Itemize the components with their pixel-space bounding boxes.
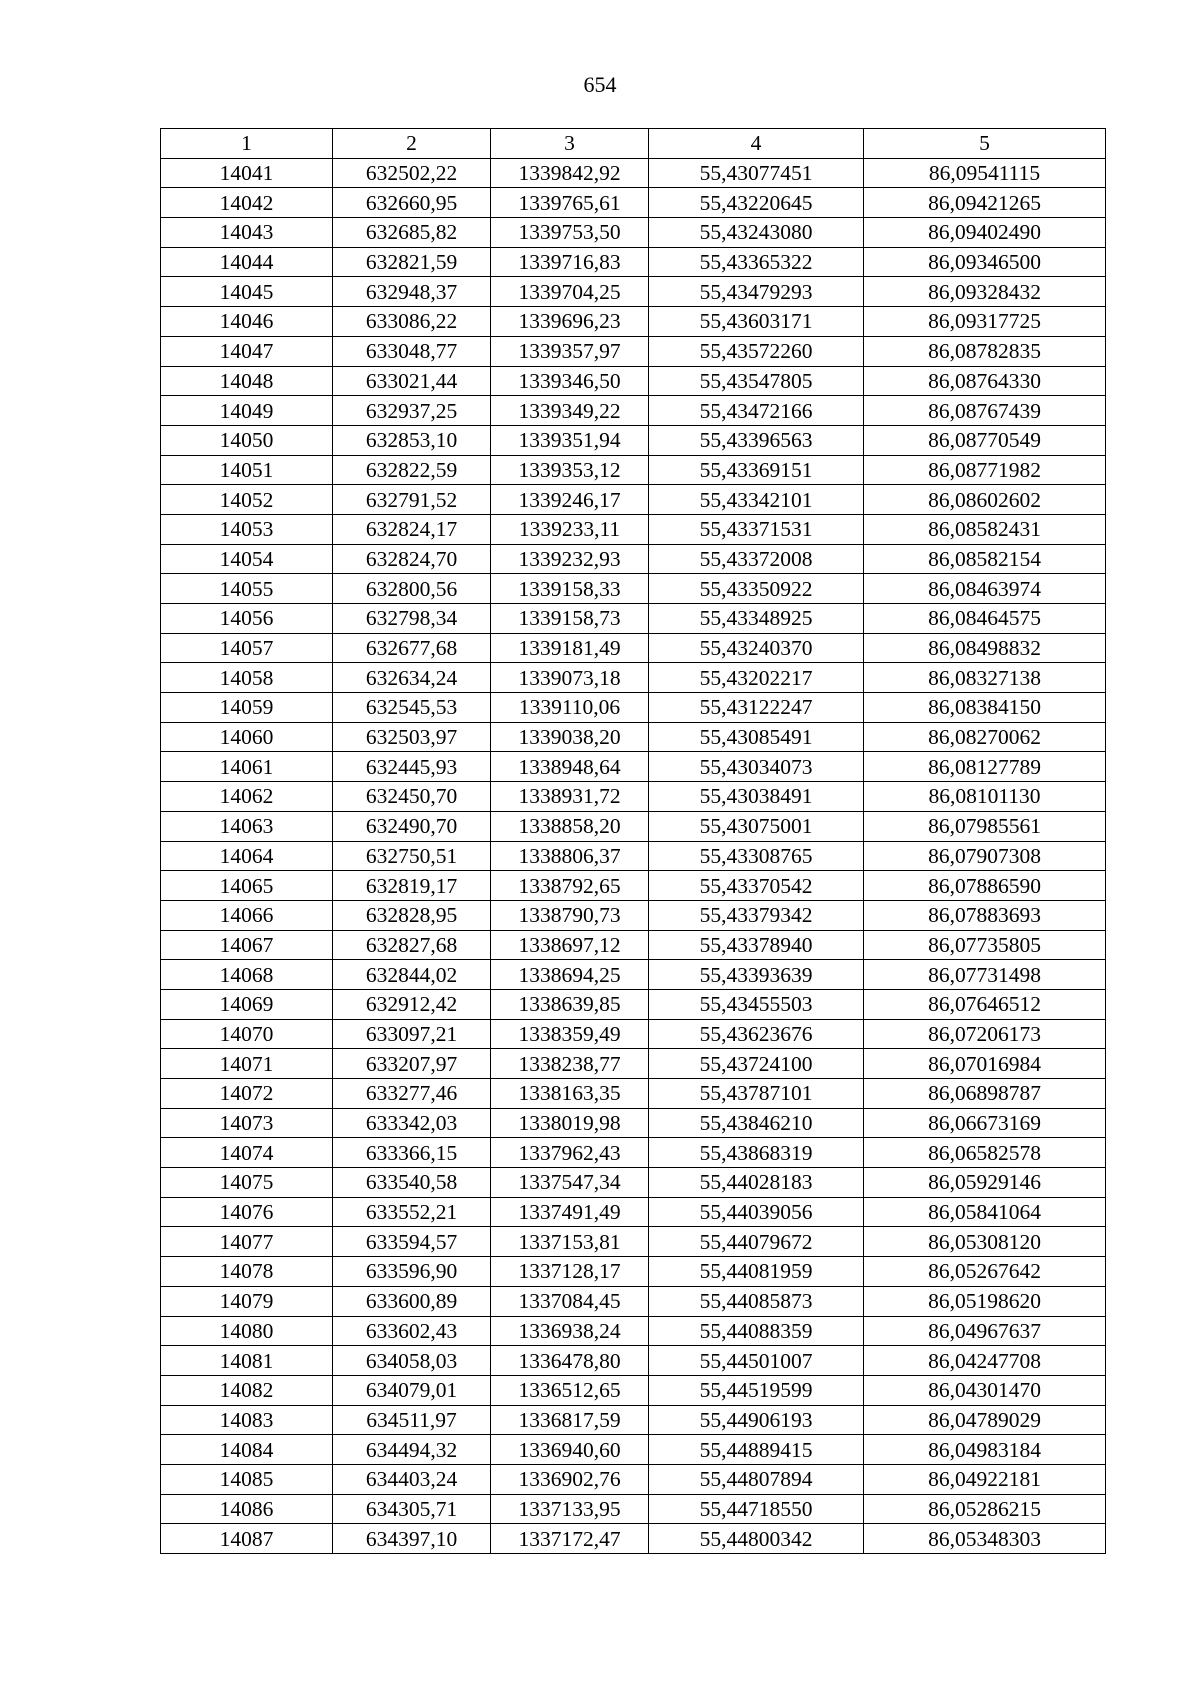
table-row	[161, 188, 1106, 218]
table-row	[161, 514, 1106, 544]
longitude-cell: 86,07985561	[864, 811, 1106, 841]
latitude-cell: 55,43202217	[649, 663, 864, 693]
point-number-cell: 14041	[161, 158, 333, 188]
x-coordinate-cell: 633207,97	[333, 1049, 491, 1079]
y-coordinate-cell: 1339246,17	[491, 485, 649, 515]
longitude-cell: 86,08782835	[864, 336, 1106, 366]
point-number-cell: 14077	[161, 1227, 333, 1257]
longitude-cell: 86,08764330	[864, 366, 1106, 396]
y-coordinate-cell: 1339353,12	[491, 455, 649, 485]
column-header-1: 1	[161, 129, 333, 159]
y-coordinate-cell: 1339073,18	[491, 663, 649, 693]
x-coordinate-cell: 632660,95	[333, 188, 491, 218]
x-coordinate-cell: 633097,21	[333, 1019, 491, 1049]
table-row	[161, 455, 1106, 485]
longitude-cell: 86,07016984	[864, 1049, 1106, 1079]
y-coordinate-cell: 1339038,20	[491, 722, 649, 752]
longitude-cell: 86,08327138	[864, 663, 1106, 693]
point-number-cell: 14081	[161, 1346, 333, 1376]
point-number-cell: 14068	[161, 960, 333, 990]
y-coordinate-cell: 1339753,50	[491, 218, 649, 248]
table-row	[161, 1464, 1106, 1494]
longitude-cell: 86,08602602	[864, 485, 1106, 515]
x-coordinate-cell: 632677,68	[333, 633, 491, 663]
x-coordinate-cell: 633342,03	[333, 1108, 491, 1138]
latitude-cell: 55,44079672	[649, 1227, 864, 1257]
x-coordinate-cell: 633600,89	[333, 1286, 491, 1316]
table-row	[161, 1494, 1106, 1524]
x-coordinate-cell: 633277,46	[333, 1079, 491, 1109]
table-body	[161, 158, 1106, 1553]
longitude-cell: 86,08384150	[864, 693, 1106, 723]
latitude-cell: 55,43240370	[649, 633, 864, 663]
point-number-cell: 14066	[161, 900, 333, 930]
x-coordinate-cell: 633021,44	[333, 366, 491, 396]
point-number-cell: 14058	[161, 663, 333, 693]
point-number-cell: 14076	[161, 1197, 333, 1227]
point-number-cell: 14060	[161, 722, 333, 752]
y-coordinate-cell: 1336940,60	[491, 1435, 649, 1465]
x-coordinate-cell: 632545,53	[333, 693, 491, 723]
table-row	[161, 1257, 1106, 1287]
point-number-cell: 14061	[161, 752, 333, 782]
point-number-cell: 14079	[161, 1286, 333, 1316]
latitude-cell: 55,43350922	[649, 574, 864, 604]
y-coordinate-cell: 1336817,59	[491, 1405, 649, 1435]
y-coordinate-cell: 1336512,65	[491, 1375, 649, 1405]
table-row	[161, 307, 1106, 337]
y-coordinate-cell: 1338639,85	[491, 989, 649, 1019]
point-number-cell: 14059	[161, 693, 333, 723]
longitude-cell: 86,06582578	[864, 1138, 1106, 1168]
point-number-cell: 14084	[161, 1435, 333, 1465]
point-number-cell: 14056	[161, 604, 333, 634]
point-number-cell: 14044	[161, 247, 333, 277]
point-number-cell: 14052	[161, 485, 333, 515]
latitude-cell: 55,43034073	[649, 752, 864, 782]
point-number-cell: 14074	[161, 1138, 333, 1168]
longitude-cell: 86,09346500	[864, 247, 1106, 277]
table-row	[161, 425, 1106, 455]
x-coordinate-cell: 633048,77	[333, 336, 491, 366]
point-number-cell: 14073	[161, 1108, 333, 1138]
column-header-3: 3	[491, 129, 649, 159]
longitude-cell: 86,08767439	[864, 396, 1106, 426]
point-number-cell: 14047	[161, 336, 333, 366]
x-coordinate-cell: 632502,22	[333, 158, 491, 188]
longitude-cell: 86,08498832	[864, 633, 1106, 663]
longitude-cell: 86,06898787	[864, 1079, 1106, 1109]
y-coordinate-cell: 1339696,23	[491, 307, 649, 337]
table-row	[161, 1316, 1106, 1346]
latitude-cell: 55,44088359	[649, 1316, 864, 1346]
table-row	[161, 1524, 1106, 1554]
longitude-cell: 86,07907308	[864, 841, 1106, 871]
table-row	[161, 247, 1106, 277]
y-coordinate-cell: 1338359,49	[491, 1019, 649, 1049]
x-coordinate-cell: 632822,59	[333, 455, 491, 485]
point-number-cell: 14054	[161, 544, 333, 574]
latitude-cell: 55,43365322	[649, 247, 864, 277]
point-number-cell: 14045	[161, 277, 333, 307]
table-row	[161, 1346, 1106, 1376]
latitude-cell: 55,43379342	[649, 900, 864, 930]
latitude-cell: 55,43308765	[649, 841, 864, 871]
y-coordinate-cell: 1339233,11	[491, 514, 649, 544]
x-coordinate-cell: 634305,71	[333, 1494, 491, 1524]
point-number-cell: 14042	[161, 188, 333, 218]
latitude-cell: 55,43724100	[649, 1049, 864, 1079]
latitude-cell: 55,44889415	[649, 1435, 864, 1465]
latitude-cell: 55,43455503	[649, 989, 864, 1019]
x-coordinate-cell: 634079,01	[333, 1375, 491, 1405]
y-coordinate-cell: 1339181,49	[491, 633, 649, 663]
y-coordinate-cell: 1339357,97	[491, 336, 649, 366]
latitude-cell: 55,43572260	[649, 336, 864, 366]
longitude-cell: 86,09541115	[864, 158, 1106, 188]
table-row	[161, 158, 1106, 188]
point-number-cell: 14048	[161, 366, 333, 396]
table-row	[161, 574, 1106, 604]
longitude-cell: 86,04967637	[864, 1316, 1106, 1346]
y-coordinate-cell: 1337491,49	[491, 1197, 649, 1227]
table-row	[161, 1108, 1106, 1138]
table-row	[161, 1197, 1106, 1227]
x-coordinate-cell: 633540,58	[333, 1168, 491, 1198]
longitude-cell: 86,07886590	[864, 871, 1106, 901]
latitude-cell: 55,44501007	[649, 1346, 864, 1376]
point-number-cell: 14070	[161, 1019, 333, 1049]
longitude-cell: 86,05198620	[864, 1286, 1106, 1316]
point-number-cell: 14083	[161, 1405, 333, 1435]
longitude-cell: 86,08770549	[864, 425, 1106, 455]
longitude-cell: 86,04301470	[864, 1375, 1106, 1405]
y-coordinate-cell: 1339232,93	[491, 544, 649, 574]
table-row	[161, 1227, 1106, 1257]
point-number-cell: 14049	[161, 396, 333, 426]
y-coordinate-cell: 1338238,77	[491, 1049, 649, 1079]
y-coordinate-cell: 1339158,73	[491, 604, 649, 634]
y-coordinate-cell: 1339842,92	[491, 158, 649, 188]
x-coordinate-cell: 632750,51	[333, 841, 491, 871]
y-coordinate-cell: 1338858,20	[491, 811, 649, 841]
longitude-cell: 86,05348303	[864, 1524, 1106, 1554]
x-coordinate-cell: 634511,97	[333, 1405, 491, 1435]
x-coordinate-cell: 633086,22	[333, 307, 491, 337]
x-coordinate-cell: 632450,70	[333, 782, 491, 812]
latitude-cell: 55,44081959	[649, 1257, 864, 1287]
latitude-cell: 55,43038491	[649, 782, 864, 812]
point-number-cell: 14051	[161, 455, 333, 485]
longitude-cell: 86,05841064	[864, 1197, 1106, 1227]
longitude-cell: 86,09328432	[864, 277, 1106, 307]
y-coordinate-cell: 1338790,73	[491, 900, 649, 930]
x-coordinate-cell: 632791,52	[333, 485, 491, 515]
point-number-cell: 14072	[161, 1079, 333, 1109]
latitude-cell: 55,43396563	[649, 425, 864, 455]
x-coordinate-cell: 632819,17	[333, 871, 491, 901]
longitude-cell: 86,08127789	[864, 752, 1106, 782]
latitude-cell: 55,44807894	[649, 1464, 864, 1494]
x-coordinate-cell: 632634,24	[333, 663, 491, 693]
latitude-cell: 55,43623676	[649, 1019, 864, 1049]
point-number-cell: 14075	[161, 1168, 333, 1198]
longitude-cell: 86,04983184	[864, 1435, 1106, 1465]
latitude-cell: 55,43085491	[649, 722, 864, 752]
latitude-cell: 55,43348925	[649, 604, 864, 634]
x-coordinate-cell: 633594,57	[333, 1227, 491, 1257]
x-coordinate-cell: 632685,82	[333, 218, 491, 248]
longitude-cell: 86,07735805	[864, 930, 1106, 960]
latitude-cell: 55,43370542	[649, 871, 864, 901]
column-header-2: 2	[333, 129, 491, 159]
longitude-cell: 86,05308120	[864, 1227, 1106, 1257]
coordinates-table	[160, 128, 1106, 1554]
y-coordinate-cell: 1338792,65	[491, 871, 649, 901]
latitude-cell: 55,43472166	[649, 396, 864, 426]
table-row	[161, 336, 1106, 366]
x-coordinate-cell: 632824,17	[333, 514, 491, 544]
latitude-cell: 55,43369151	[649, 455, 864, 485]
x-coordinate-cell: 633602,43	[333, 1316, 491, 1346]
latitude-cell: 55,43479293	[649, 277, 864, 307]
latitude-cell: 55,43603171	[649, 307, 864, 337]
y-coordinate-cell: 1339716,83	[491, 247, 649, 277]
table-row	[161, 752, 1106, 782]
y-coordinate-cell: 1338694,25	[491, 960, 649, 990]
y-coordinate-cell: 1339110,06	[491, 693, 649, 723]
x-coordinate-cell: 632844,02	[333, 960, 491, 990]
table-row	[161, 1019, 1106, 1049]
y-coordinate-cell: 1336478,80	[491, 1346, 649, 1376]
x-coordinate-cell: 632798,34	[333, 604, 491, 634]
longitude-cell: 86,08771982	[864, 455, 1106, 485]
point-number-cell: 14057	[161, 633, 333, 663]
y-coordinate-cell: 1339351,94	[491, 425, 649, 455]
y-coordinate-cell: 1336938,24	[491, 1316, 649, 1346]
y-coordinate-cell: 1336902,76	[491, 1464, 649, 1494]
x-coordinate-cell: 632827,68	[333, 930, 491, 960]
table-header	[161, 129, 1106, 159]
column-header-4: 4	[649, 129, 864, 159]
longitude-cell: 86,04789029	[864, 1405, 1106, 1435]
y-coordinate-cell: 1339349,22	[491, 396, 649, 426]
x-coordinate-cell: 632445,93	[333, 752, 491, 782]
longitude-cell: 86,08582154	[864, 544, 1106, 574]
table-row	[161, 811, 1106, 841]
y-coordinate-cell: 1337084,45	[491, 1286, 649, 1316]
latitude-cell: 55,44800342	[649, 1524, 864, 1554]
point-number-cell: 14067	[161, 930, 333, 960]
y-coordinate-cell: 1339158,33	[491, 574, 649, 604]
x-coordinate-cell: 633366,15	[333, 1138, 491, 1168]
longitude-cell: 86,07206173	[864, 1019, 1106, 1049]
longitude-cell: 86,05286215	[864, 1494, 1106, 1524]
latitude-cell: 55,43371531	[649, 514, 864, 544]
table-row	[161, 871, 1106, 901]
point-number-cell: 14087	[161, 1524, 333, 1554]
y-coordinate-cell: 1337962,43	[491, 1138, 649, 1168]
point-number-cell: 14082	[161, 1375, 333, 1405]
point-number-cell: 14069	[161, 989, 333, 1019]
table-row	[161, 1168, 1106, 1198]
longitude-cell: 86,08101130	[864, 782, 1106, 812]
longitude-cell: 86,05267642	[864, 1257, 1106, 1287]
y-coordinate-cell: 1338019,98	[491, 1108, 649, 1138]
latitude-cell: 55,43547805	[649, 366, 864, 396]
point-number-cell: 14050	[161, 425, 333, 455]
point-number-cell: 14064	[161, 841, 333, 871]
y-coordinate-cell: 1338163,35	[491, 1079, 649, 1109]
latitude-cell: 55,44718550	[649, 1494, 864, 1524]
table-row	[161, 396, 1106, 426]
latitude-cell: 55,44028183	[649, 1168, 864, 1198]
x-coordinate-cell: 632912,42	[333, 989, 491, 1019]
x-coordinate-cell: 633596,90	[333, 1257, 491, 1287]
x-coordinate-cell: 633552,21	[333, 1197, 491, 1227]
table-row	[161, 218, 1106, 248]
latitude-cell: 55,43378940	[649, 930, 864, 960]
x-coordinate-cell: 634058,03	[333, 1346, 491, 1376]
x-coordinate-cell: 634403,24	[333, 1464, 491, 1494]
table-row	[161, 485, 1106, 515]
y-coordinate-cell: 1338931,72	[491, 782, 649, 812]
x-coordinate-cell: 632490,70	[333, 811, 491, 841]
table-row	[161, 544, 1106, 574]
y-coordinate-cell: 1337172,47	[491, 1524, 649, 1554]
header-row	[161, 129, 1106, 159]
point-number-cell: 14086	[161, 1494, 333, 1524]
y-coordinate-cell: 1339704,25	[491, 277, 649, 307]
x-coordinate-cell: 632821,59	[333, 247, 491, 277]
point-number-cell: 14046	[161, 307, 333, 337]
latitude-cell: 55,43075001	[649, 811, 864, 841]
longitude-cell: 86,07731498	[864, 960, 1106, 990]
point-number-cell: 14063	[161, 811, 333, 841]
latitude-cell: 55,44085873	[649, 1286, 864, 1316]
table-row	[161, 693, 1106, 723]
table-row	[161, 722, 1106, 752]
table-row	[161, 900, 1106, 930]
table-row	[161, 989, 1106, 1019]
x-coordinate-cell: 632800,56	[333, 574, 491, 604]
point-number-cell: 14053	[161, 514, 333, 544]
latitude-cell: 55,44906193	[649, 1405, 864, 1435]
x-coordinate-cell: 632853,10	[333, 425, 491, 455]
latitude-cell: 55,44039056	[649, 1197, 864, 1227]
point-number-cell: 14078	[161, 1257, 333, 1287]
page-number: 654	[583, 72, 617, 97]
y-coordinate-cell: 1337153,81	[491, 1227, 649, 1257]
point-number-cell: 14043	[161, 218, 333, 248]
y-coordinate-cell: 1337133,95	[491, 1494, 649, 1524]
table-row	[161, 1138, 1106, 1168]
table-row	[161, 960, 1106, 990]
table-row	[161, 1375, 1106, 1405]
latitude-cell: 55,44519599	[649, 1375, 864, 1405]
x-coordinate-cell: 634397,10	[333, 1524, 491, 1554]
table-row	[161, 633, 1106, 663]
table-row	[161, 1435, 1106, 1465]
x-coordinate-cell: 632937,25	[333, 396, 491, 426]
longitude-cell: 86,05929146	[864, 1168, 1106, 1198]
point-number-cell: 14065	[161, 871, 333, 901]
table-row	[161, 841, 1106, 871]
point-number-cell: 14080	[161, 1316, 333, 1346]
latitude-cell: 55,43393639	[649, 960, 864, 990]
y-coordinate-cell: 1338948,64	[491, 752, 649, 782]
x-coordinate-cell: 634494,32	[333, 1435, 491, 1465]
x-coordinate-cell: 632828,95	[333, 900, 491, 930]
table-row	[161, 1079, 1106, 1109]
point-number-cell: 14055	[161, 574, 333, 604]
y-coordinate-cell: 1339765,61	[491, 188, 649, 218]
table-row	[161, 1405, 1106, 1435]
longitude-cell: 86,04922181	[864, 1464, 1106, 1494]
table-row	[161, 366, 1106, 396]
x-coordinate-cell: 632503,97	[333, 722, 491, 752]
latitude-cell: 55,43787101	[649, 1079, 864, 1109]
latitude-cell: 55,43122247	[649, 693, 864, 723]
x-coordinate-cell: 632824,70	[333, 544, 491, 574]
column-header-5: 5	[864, 129, 1106, 159]
y-coordinate-cell: 1337128,17	[491, 1257, 649, 1287]
table-row	[161, 930, 1106, 960]
latitude-cell: 55,43372008	[649, 544, 864, 574]
latitude-cell: 55,43243080	[649, 218, 864, 248]
table-row	[161, 604, 1106, 634]
longitude-cell: 86,07883693	[864, 900, 1106, 930]
longitude-cell: 86,06673169	[864, 1108, 1106, 1138]
longitude-cell: 86,08463974	[864, 574, 1106, 604]
longitude-cell: 86,08464575	[864, 604, 1106, 634]
table-row	[161, 1049, 1106, 1079]
point-number-cell: 14062	[161, 782, 333, 812]
longitude-cell: 86,09317725	[864, 307, 1106, 337]
table-row	[161, 782, 1106, 812]
x-coordinate-cell: 632948,37	[333, 277, 491, 307]
y-coordinate-cell: 1339346,50	[491, 366, 649, 396]
point-number-cell: 14085	[161, 1464, 333, 1494]
table-row	[161, 1286, 1106, 1316]
y-coordinate-cell: 1337547,34	[491, 1168, 649, 1198]
latitude-cell: 55,43220645	[649, 188, 864, 218]
y-coordinate-cell: 1338697,12	[491, 930, 649, 960]
longitude-cell: 86,08582431	[864, 514, 1106, 544]
y-coordinate-cell: 1338806,37	[491, 841, 649, 871]
longitude-cell: 86,09421265	[864, 188, 1106, 218]
latitude-cell: 55,43077451	[649, 158, 864, 188]
longitude-cell: 86,07646512	[864, 989, 1106, 1019]
latitude-cell: 55,43846210	[649, 1108, 864, 1138]
longitude-cell: 86,08270062	[864, 722, 1106, 752]
longitude-cell: 86,04247708	[864, 1346, 1106, 1376]
latitude-cell: 55,43342101	[649, 485, 864, 515]
point-number-cell: 14071	[161, 1049, 333, 1079]
table-row	[161, 663, 1106, 693]
latitude-cell: 55,43868319	[649, 1138, 864, 1168]
table-row	[161, 277, 1106, 307]
longitude-cell: 86,09402490	[864, 218, 1106, 248]
